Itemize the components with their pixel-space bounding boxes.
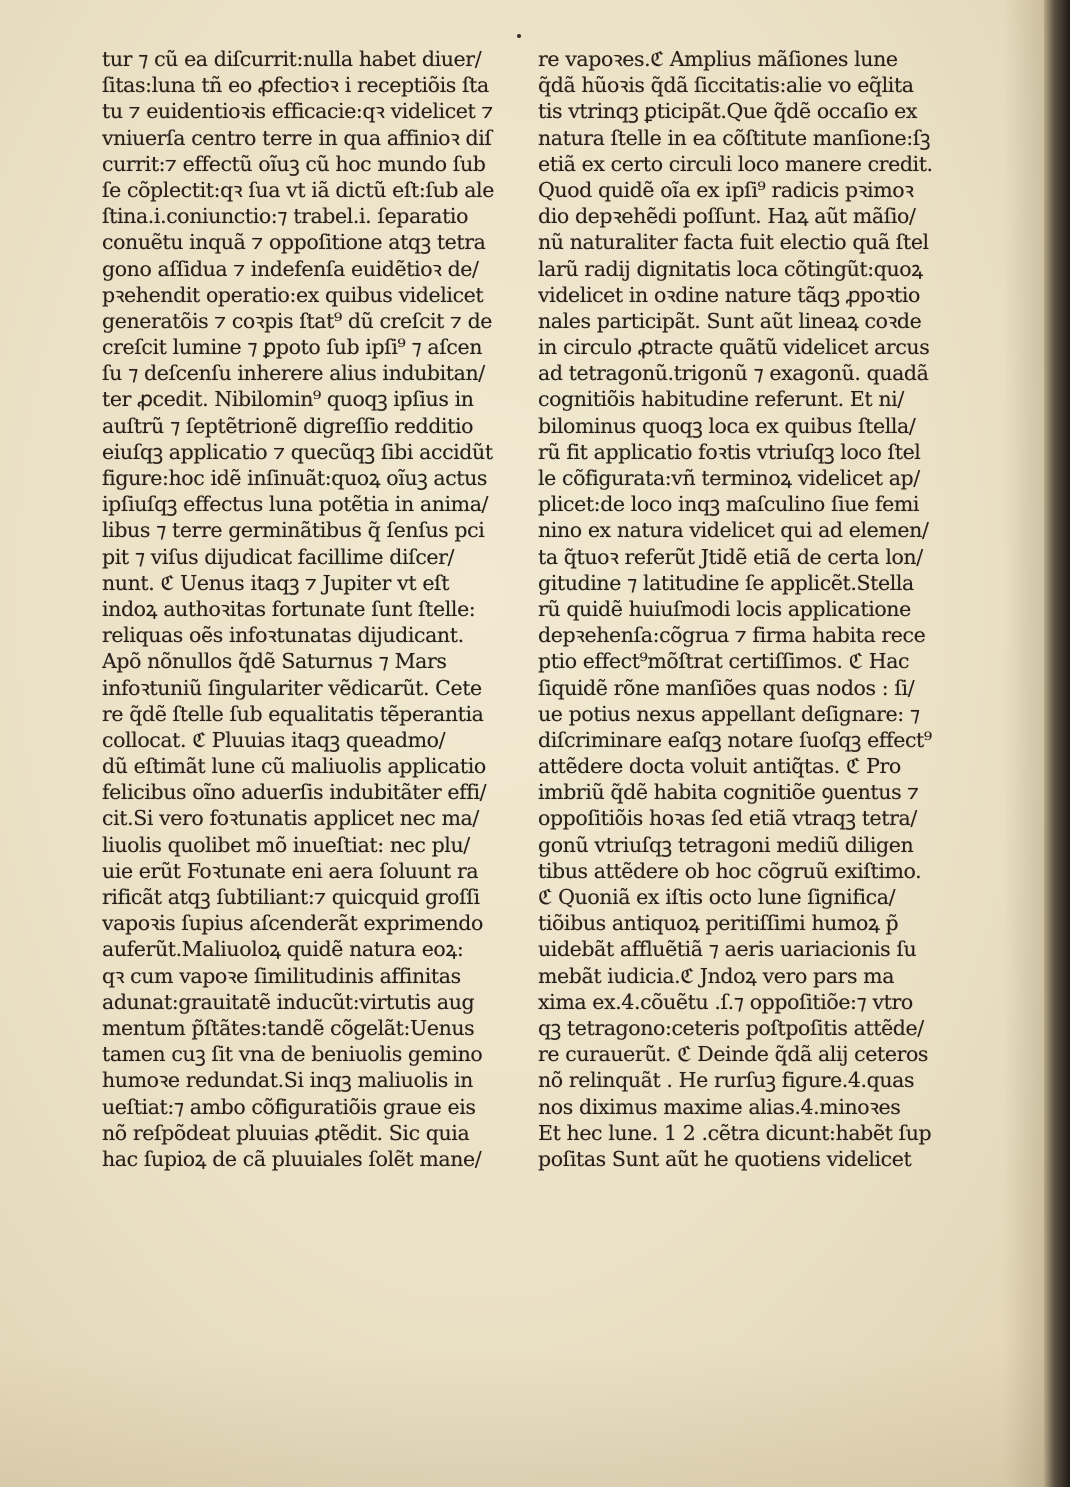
text-line: cit.Si vero foꝛtunatis applicet nec ma/ <box>102 806 479 831</box>
text-line: collocat. ℭ Pluuias itaqꝫ queadmo/ <box>102 727 446 752</box>
text-line: xima ex.4.cõuẽtu .ſ.⁊ oppoſitiõe:⁊ vtro <box>538 989 913 1014</box>
text-line: tu ⁊ euidentioꝛis efficacie:qꝛ videlicet ⁊ <box>102 99 493 124</box>
text-line: pꝛehendit operatio:ex quibus videlicet <box>102 282 484 307</box>
text-line: vniuerſa centro terre in qua affinioꝛ diſ <box>102 125 492 150</box>
text-line: imbriũ q̃dẽ habita cognitiõe ꝯuentus ⁊ <box>538 780 919 805</box>
text-line: adunat:grauitatẽ inducũt:virtutis aug <box>102 989 475 1014</box>
right-text-column <box>538 46 964 1172</box>
text-line: dũ eſtimãt lune cũ maliuolis applicatio <box>102 754 486 779</box>
text-line: larũ radij dignitatis loca cõtingũt:quoꝝ <box>538 256 923 281</box>
text-line: nunt. ℭ Uenus itaqꝫ ⁊ Jupiter vt eſt <box>102 570 450 595</box>
text-line: ℭ Quoniã ex iſtis octo lune ſignifica/ <box>538 885 896 909</box>
text-line: dio depꝛehẽdi poſſunt. Haꝝ aũt mãſio/ <box>538 204 916 229</box>
text-line: figure:hoc idẽ inſinuãt:quoꝝ oĩuꝫ actus <box>102 466 488 490</box>
text-line: gitudine ⁊ latitudine ſe applicẽt.Stella <box>538 570 914 595</box>
text-line: in circulo ꝓtracte quãtũ videlicet arcus <box>538 335 930 360</box>
text-line: cognitiõis habitudine referunt. Et ni/ <box>538 387 904 412</box>
text-line: ipſiuſqꝫ effectus luna potẽtia in anima/ <box>102 492 489 517</box>
text-line: oppoſitiõis hoꝛas ſed etiã vtraqꝫ tetra/ <box>538 806 917 831</box>
text-line: nũ naturaliter facta fuit electio quã ſtel <box>538 230 929 255</box>
text-line: uie erũt Foꝛtunate eni aera ſoluunt ra <box>102 858 479 883</box>
text-line: qꝛ cum vapoꝛe ſimilitudinis affinitas <box>102 963 461 988</box>
text-line: ueſtiat:⁊ ambo cõfiguratiõis graue eis <box>102 1094 476 1119</box>
text-line: liuolis quolibet mõ inueſtiat: nec plu/ <box>102 832 470 857</box>
text-line: ſe cõplectit:qꝛ ſua vt iã dictũ eſt:ſub ale <box>102 177 494 202</box>
text-line: felicibus oĩno aduerſis indubitãter effi/ <box>102 780 487 805</box>
text-line: ter ꝓcedit. Nibilomin⁹ quoqꝫ ipſius in <box>102 387 474 412</box>
text-line: poſitas Sunt aũt he quotiens videlicet <box>538 1146 912 1171</box>
text-line: ptio effect⁹mõſtrat certiſſimos. ℭ Hac <box>538 649 910 674</box>
text-line: libus ⁊ terre germinãtibus q̃ ſenſus pci <box>102 518 485 543</box>
text-line: etiã ex certo circuli loco manere credit. <box>538 151 933 176</box>
text-line: nales participãt. Sunt aũt lineaꝝ coꝛde <box>538 308 922 333</box>
binding-shadow <box>1004 0 1044 1487</box>
text-line: reliquas oẽs infoꝛtunatas dijudicant. <box>102 623 464 648</box>
text-line: rificãt atqꝫ ſubtiliant:⁊ quicquid groſſi <box>102 885 480 909</box>
paper-tone <box>0 1347 1044 1487</box>
facing-page-edge <box>1044 0 1070 1487</box>
text-line: gono aſſidua ⁊ indefenſa euidẽtioꝛ de/ <box>102 256 479 281</box>
text-line: auſtrũ ⁊ ſeptẽtrionẽ digreſſio redditio <box>102 413 474 438</box>
text-line: le cõfigurata:vñ terminoꝝ videlicet ap/ <box>538 466 920 490</box>
text-line: nõ reſpõdeat pluuias ꝓtẽdit. Sic quia <box>102 1120 470 1145</box>
text-line: eiuſqꝫ applicatio ⁊ quecũqꝫ ſibi accidũt <box>102 439 493 464</box>
text-line: re q̃dẽ ſtelle ſub equalitatis tẽperantia <box>102 701 484 726</box>
text-line: indoꝝ authoꝛitas fortunate ſunt ſtelle: <box>102 596 476 621</box>
text-line: tur ⁊ cũ ea diſcurrit:nulla habet diuer/ <box>102 47 482 71</box>
text-line: ta q̃tuoꝛ referũt Jtidẽ etiã de certa lon/ <box>538 544 923 569</box>
text-line: videlicet in oꝛdine nature tãqꝫ ꝓpoꝛtio <box>538 282 920 307</box>
text-line: Apõ nõnullos q̃dẽ Saturnus ⁊ Mars <box>102 649 447 674</box>
text-line: infoꝛtuniũ ſingulariter vẽdicarũt. Cete <box>102 675 482 700</box>
text-line: nino ex natura videlicet qui ad elemen/ <box>538 518 929 543</box>
text-line: Quod quidẽ oĩa ex ipſi⁹ radicis pꝛimoꝛ <box>538 177 914 202</box>
text-line: mebãt iudicia.ℭ Jndoꝝ vero pars ma <box>538 963 895 988</box>
text-line: uidebãt affluẽtiã ⁊ aeris uariacionis ſu <box>538 937 917 962</box>
text-line: ſiquidẽ rõne manſiões quas nodos : ſi/ <box>538 675 915 700</box>
text-line: ſitas:luna tñ eo ꝓfectioꝛ i receptiõis ſta <box>102 73 489 98</box>
text-line: tibus attẽdere ob hoc cõgruũ exiſtimo. <box>538 858 922 883</box>
text-line: q̃dã hũoꝛis q̃dã ſiccitatis:alie vo eq̃lita <box>538 73 914 98</box>
text-line: diſcriminare eaſqꝫ notare ſuoſqꝫ effect⁹ <box>538 727 932 752</box>
text-line: re vapoꝛes.ℭ Amplius mãſiones lune <box>538 47 898 71</box>
text-line: creſcit lumine ⁊ ꝑpoto ſub ipſi⁹ ⁊ aſcen <box>102 335 482 360</box>
text-line: bilominus quoqꝫ loca ex quibus ſtella/ <box>538 413 916 438</box>
text-line: ſtina.i.coniunctio:⁊ trabel.i. ſeparatio <box>102 204 469 229</box>
text-line: nos diximus maxime alias.4.minoꝛes <box>538 1094 901 1119</box>
text-line: natura ſtelle in ea cõſtitute manſione:ſꝫ <box>538 125 931 150</box>
text-line: ue potius nexus appellant deſignare: ⁊ <box>538 701 920 726</box>
text-line: attẽdere docta voluit antiq̃tas. ℭ Pro <box>538 754 901 779</box>
text-line: hac ſupioꝝ de cã pluuiales ſolẽt mane/ <box>102 1146 482 1171</box>
ink-dot <box>517 34 521 38</box>
text-line: gonũ vtriuſqꝫ tetragoni mediũ diligen <box>538 832 914 857</box>
text-line: humoꝛe redundat.Si inqꝫ maliuolis in <box>102 1068 473 1093</box>
text-line: conuẽtu inquã ⁊ oppoſitione atqꝫ tetra <box>102 230 486 255</box>
text-line: ſu ⁊ deſcenſu inherere alius indubitan/ <box>102 361 485 386</box>
text-line: ad tetragonũ.trigonũ ⁊ exagonũ. quadã <box>538 361 929 386</box>
text-line: auferũt.Maliuoloꝝ quidẽ natura eoꝝ: <box>102 937 464 962</box>
text-line: re curauerũt. ℭ Deinde q̃dã alij ceteros <box>538 1042 929 1067</box>
text-line: qꝫ tetragono:ceteris poſtpoſitis attẽde/ <box>538 1015 924 1040</box>
text-line: pit ⁊ viſus dijudicat facillime diſcer/ <box>102 544 455 569</box>
text-line: vapoꝛis ſupius aſcenderãt exprimendo <box>102 911 483 936</box>
text-line: depꝛehenſa:cõgrua ⁊ firma habita rece <box>538 623 926 648</box>
text-line: Et hec lune. 1 2 .cẽtra dicunt:habẽt ſup <box>538 1120 932 1145</box>
text-line: nõ relinquãt . He rurſuꝫ figure.4.quas <box>538 1068 915 1093</box>
text-line: rũ quidẽ huiuſmodi locis applicatione <box>538 596 911 621</box>
text-line: currit:⁊ effectũ oĩuꝫ cũ hoc mundo ſub <box>102 151 486 176</box>
text-line: tis vtrinqꝫ ꝑticipãt.Que q̃dẽ occaſio ex <box>538 99 918 124</box>
left-text-column <box>102 46 522 1172</box>
text-line: generatõis ⁊ coꝛpis ſtat⁹ dũ creſcit ⁊ de <box>102 308 493 333</box>
text-line: rũ fit applicatio foꝛtis vtriuſqꝫ loco ſtel <box>538 439 921 464</box>
text-line: mentum p̃ſtãtes:tandẽ cõgelãt:Uenus <box>102 1015 475 1040</box>
text-line: tiõibus antiquoꝝ peritiſſimi humoꝝ p̃ <box>538 911 899 936</box>
text-line: tamen cuꝫ ſit vna de beniuolis gemino <box>102 1042 483 1067</box>
text-line: plicet:de loco inqꝫ maſculino ſiue femi <box>538 492 920 517</box>
